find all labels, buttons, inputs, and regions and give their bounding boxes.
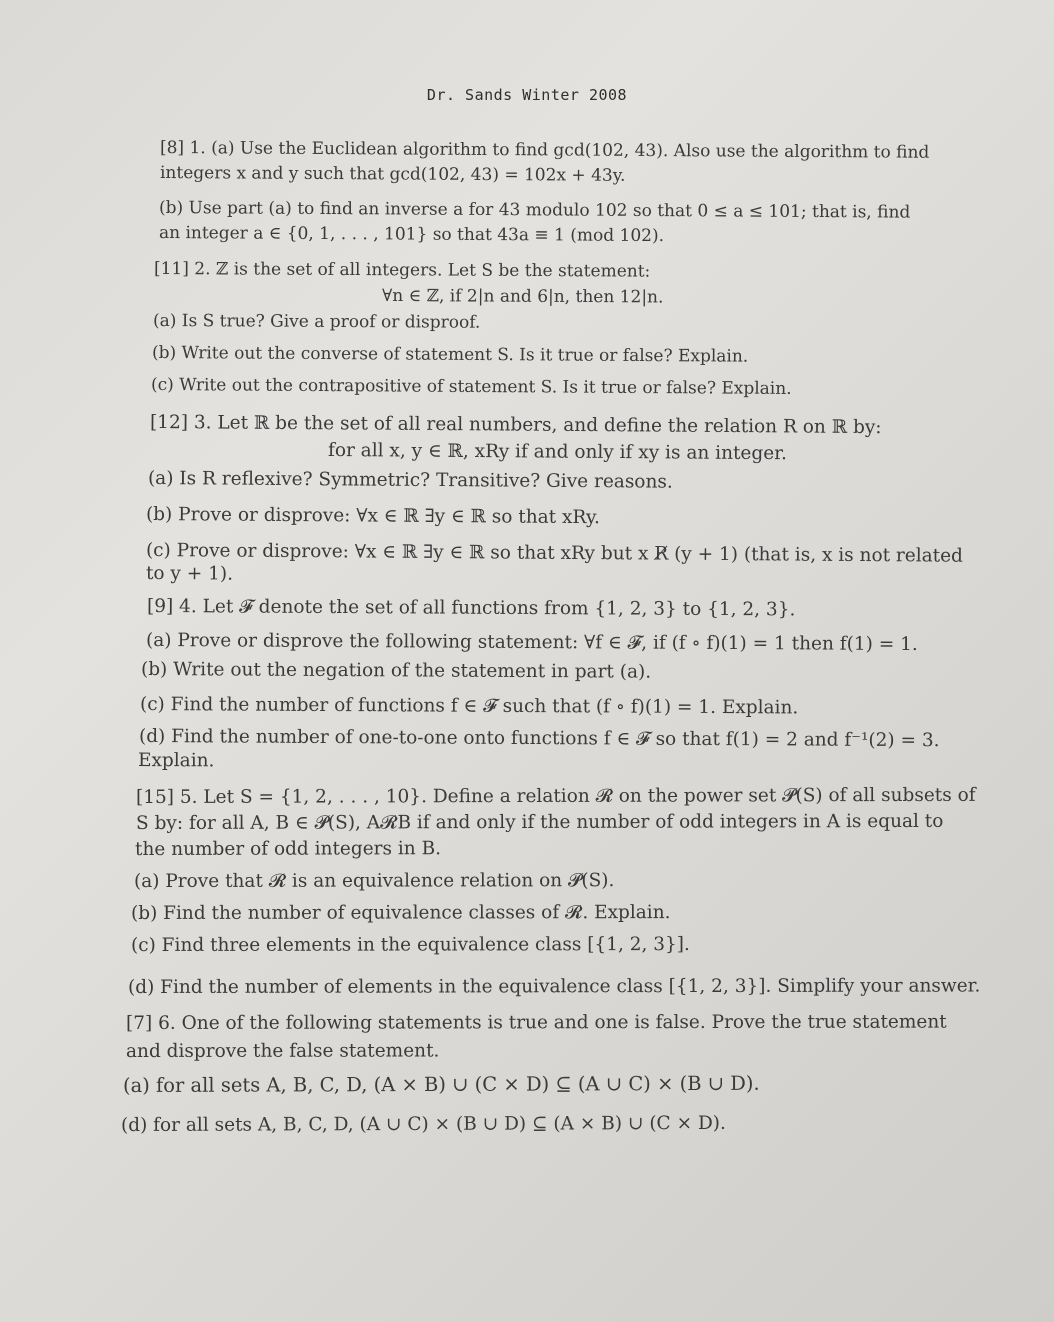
q3b-line: (b) Prove or disprove: ∀x ∈ ℝ ∃y ∈ ℝ so that xRy. xyxy=(145,504,601,529)
q2-line-1: [11] 2. ℤ is the set of all integers. Let S be the statement: xyxy=(153,259,651,282)
q6-line-1: [7] 6. One of the following statements is true and one is false. Prove the true statement xyxy=(125,1011,947,1034)
q3-line-1: [12] 3. Let ℝ be the set of all real numbers, and define the relation R on ℝ by: xyxy=(149,412,882,439)
q1b-line-1: (b) Use part (a) to find an inverse a for 43 modulo 102 so that 0 ≤ a ≤ 101; that is, find xyxy=(158,198,911,223)
q3c-line-2: to y + 1). xyxy=(145,563,234,585)
q5c-line: (c) Find three elements in the equivalence class [{1, 2, 3}]. xyxy=(130,934,690,956)
q3-line-2: for all x, y ∈ ℝ, xRy if and only if xy is an integer. xyxy=(327,440,787,465)
q2b-line: (b) Write out the converse of statement S. Is it true or false? Explain. xyxy=(151,343,749,367)
q5b-line: (b) Find the number of equivalence classes of 𝓡. Explain. xyxy=(130,902,671,924)
q1b-line-2: an integer a ∈ {0, 1, . . . , 101} so that 43a ≡ 1 (mod 102). xyxy=(158,223,665,247)
q3c-line-1: (c) Prove or disprove: ∀x ∈ ℝ ∃y ∈ ℝ so that xRy but x R̸ (y + 1) (that is, x is not related xyxy=(145,540,963,567)
q5-line-3: the number of odd integers in B. xyxy=(134,838,442,860)
q4-line-1: [9] 4. Let 𝓕 denote the set of all functions from {1, 2, 3} to {1, 2, 3}. xyxy=(146,596,796,621)
q1a-line-2: integers x and y such that gcd(102, 43) = 102x + 43y. xyxy=(159,163,626,186)
q5-line-1: [15] 5. Let S = {1, 2, . . . , 10}. Define a relation 𝓡 on the power set 𝓟(S) of all subsets of xyxy=(135,784,976,808)
q4b-line: (b) Write out the negation of the statement in part (a). xyxy=(140,659,652,683)
q4a-line: (a) Prove or disprove the following statement: ∀f ∈ 𝓕, if (f ∘ f)(1) = 1 then f(1) = 1. xyxy=(145,630,918,656)
q2c-line: (c) Write out the contrapositive of statement S. Is it true or false? Explain. xyxy=(150,375,792,399)
q2a-line: (a) Is S true? Give a proof or disproof. xyxy=(152,311,481,333)
q2-statement: ∀n ∈ ℤ, if 2|n and 6|n, then 12|n. xyxy=(381,286,664,308)
q6d-line: (d) for all sets A, B, C, D, (A ∪ C) × (B ∪ D) ⊆ (A × B) ∪ (C × D). xyxy=(120,1112,726,1136)
page-header: Dr. Sands Winter 2008 xyxy=(426,86,628,104)
q4d-line-2: Explain. xyxy=(137,750,215,772)
q4d-line-1: (d) Find the number of one-to-one onto functions f ∈ 𝓕 so that f(1) = 2 and f⁻¹(2) = 3. xyxy=(138,726,940,752)
q4c-line: (c) Find the number of functions f ∈ 𝓕 such that (f ∘ f)(1) = 1. Explain. xyxy=(139,694,799,719)
q5a-line: (a) Prove that 𝓡 is an equivalence relation on 𝓟(S). xyxy=(133,870,615,892)
q5-line-2: S by: for all A, B ∈ 𝓟(S), A𝓡B if and only if the number of odd integers in A is equal to xyxy=(135,810,944,834)
q6a-line: (a) for all sets A, B, C, D, (A × B) ∪ (C × D) ⊆ (A ∪ C) × (B ∪ D). xyxy=(122,1071,760,1097)
q5d-line: (d) Find the number of elements in the equivalence class [{1, 2, 3}]. Simplify your answer. xyxy=(127,975,981,998)
q3a-line: (a) Is R reflexive? Symmetric? Transitive? Give reasons. xyxy=(147,468,673,493)
q6-line-2: and disprove the false statement. xyxy=(125,1040,440,1062)
q1a-line-1: [8] 1. (a) Use the Euclidean algorithm to find gcd(102, 43). Also use the algorithm to find xyxy=(159,138,930,163)
